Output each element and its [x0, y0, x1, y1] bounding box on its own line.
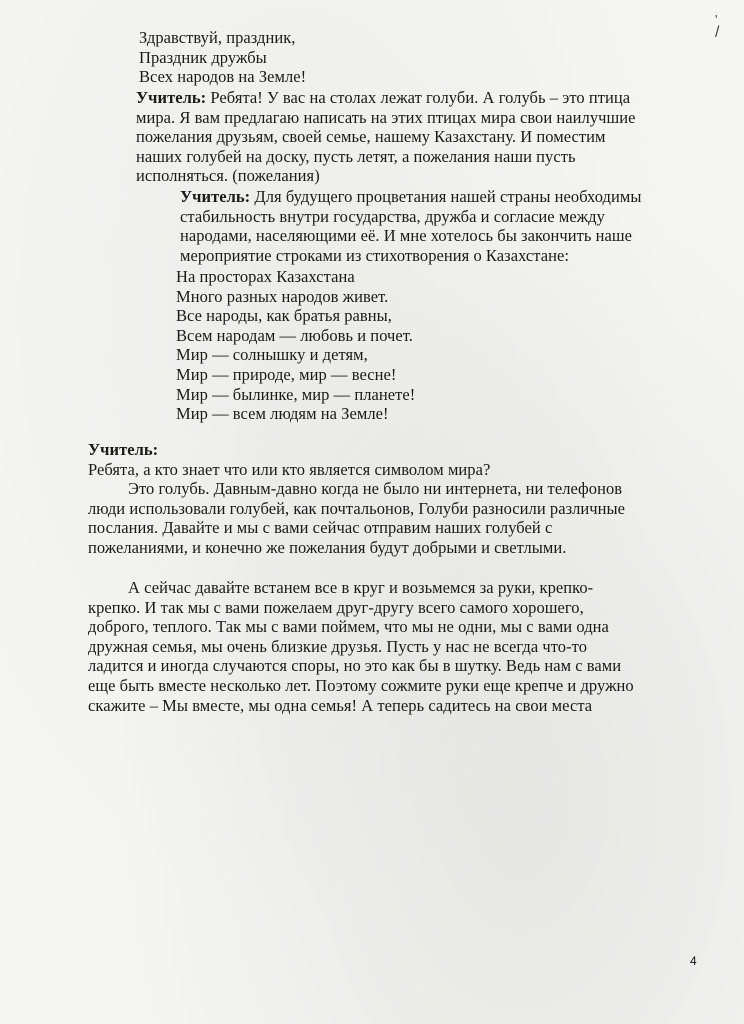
poem-line: Праздник дружбы [139, 47, 267, 67]
poem-line: На просторах Казахстана [176, 267, 355, 286]
speaker-label: Учитель: [180, 187, 251, 206]
text-line: люди использовали голубей, как почтальонов, Голуби разносили различные [88, 498, 626, 518]
text-line: скажите – Мы вместе, мы одна семья! А теперь садитесь на свои места [88, 695, 593, 715]
text-line: Ребята, а кто знает что или кто является символом мира? [88, 459, 491, 479]
poem-line: Мир — природе, мир — весне! [176, 364, 397, 384]
text-line: мероприятие строками из стихотворения о Казахстане: [180, 245, 570, 265]
text-line: исполняться. (пожелания) [136, 166, 320, 186]
poem-line: Здравствуй, праздник, [139, 28, 296, 47]
text-line: ладится и иногда случаются споры, но это как бы в шутку. Ведь нам с вами [88, 656, 622, 676]
text-line: крепко. И так мы с вами пожелаем друг-другу всего самого хорошего, [88, 597, 584, 617]
text-line: народами, населяющими её. И мне хотелось бы закончить наше [180, 226, 632, 246]
page-number: 4 [690, 954, 697, 968]
poem-line: Всем народам — любовь и почет. [176, 325, 413, 345]
poem-line: Мир — всем людям на Земле! [176, 404, 389, 424]
speaker-label: Учитель: [88, 440, 159, 459]
text-line: наших голубей на доску, пусть летят, а пожелания наши пусть [136, 146, 576, 166]
poem-line: Мир — былинке, мир — планете! [176, 384, 416, 404]
margin-mark: / [715, 24, 720, 41]
text-line: дружная семья, мы очень близкие друзья. Пусть у нас не всегда что-то [88, 636, 587, 656]
teacher-remark-symbol [88, 440, 625, 558]
speaker-label: Учитель: [136, 88, 207, 107]
poem-kazakhstan [176, 267, 415, 424]
poem-line: Мир — солнышку и детям, [176, 345, 368, 365]
poem-line: Много разных народов живет. [176, 286, 389, 306]
text-line: послания. Давайте и мы с вами сейчас отправим наших голубей с [88, 518, 553, 538]
text-segment: Для будущего процветания нашей страны необходимы [250, 187, 642, 206]
poem-line: Все народы, как братья равны, [176, 306, 392, 326]
text-line: доброго, теплого. Так мы с вами поймем, что мы не одни, мы с вами одна [88, 617, 609, 637]
poem-greeting [139, 28, 306, 87]
text-line: пожеланиями, и конечно же пожелания будут добрыми и светлыми. [88, 537, 567, 557]
margin-mark: ' [715, 12, 718, 27]
text-line: пожелания друзьям, своей семье, нашему Казахстану. И поместим [136, 127, 606, 147]
text-line [180, 187, 642, 207]
text-line: еще быть вместе несколько лет. Поэтому сожмите руки еще крепче и дружно [88, 675, 634, 695]
paragraph-circle [88, 578, 634, 715]
poem-line: Всех народов на Земле! [139, 67, 307, 87]
text-line: мира. Я вам предлагаю написать на этих птицах мира свои наилучшие [136, 107, 636, 127]
text-line [136, 88, 635, 108]
text-line: А сейчас давайте встанем все в круг и возьмемся за руки, крепко- [128, 578, 594, 597]
text-line: Это голубь. Давным-давно когда не было ни интернета, ни телефонов [128, 479, 623, 499]
teacher-remark-prosperity [180, 187, 642, 265]
teacher-remark-doves [136, 88, 635, 186]
text-segment: Ребята! У вас на столах лежат голуби. А голубь – это птица [206, 88, 631, 107]
text-line: стабильность внутри государства, дружба и согласие между [180, 206, 605, 226]
